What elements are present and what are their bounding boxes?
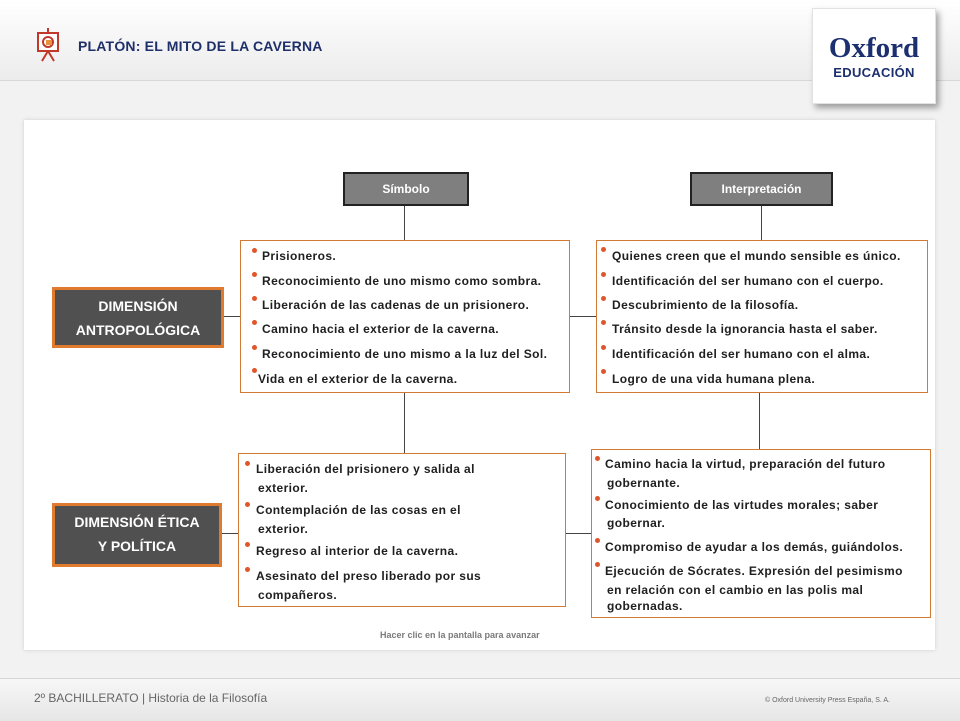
connector-line <box>404 206 405 241</box>
bullet-icon <box>601 296 606 301</box>
course-label: 2º BACHILLERATO | Historia de la Filosofía <box>34 691 268 705</box>
list-item: Contemplación de las cosas en el <box>256 503 461 517</box>
bullet-icon <box>245 502 250 507</box>
list-item: Camino hacia el exterior de la caverna. <box>262 322 500 336</box>
list-item: Regreso al interior de la caverna. <box>256 544 459 558</box>
dimension-label-line1: DIMENSIÓN <box>98 298 178 314</box>
connector-line <box>761 206 762 241</box>
list-item: Ejecución de Sócrates. Expresión del pesimismo <box>605 564 903 578</box>
list-item: Camino hacia la virtud, preparación del futuro <box>605 457 886 471</box>
list-item: Compromiso de ayudar a los demás, guiándolos. <box>605 540 904 554</box>
bullet-icon <box>252 296 257 301</box>
connector-line <box>569 316 596 317</box>
advance-hint: Hacer clic en la pantalla para avanzar <box>380 630 540 640</box>
bullet-icon <box>601 272 606 277</box>
list-item: Logro de una vida humana plena. <box>612 372 816 386</box>
list-item: Reconocimiento de uno mismo a la luz del Sol. <box>262 347 548 361</box>
bullet-icon <box>245 542 250 547</box>
bullet-icon <box>252 368 257 373</box>
connector-line <box>404 393 405 453</box>
list-item: Vida en el exterior de la caverna. <box>258 372 458 386</box>
copyright: © Oxford University Press España, S. A. <box>765 697 890 704</box>
list-item: Liberación del prisionero y salida al <box>256 462 475 476</box>
bullet-icon <box>601 369 606 374</box>
list-item: Quienes creen que el mundo sensible es único. <box>612 249 901 263</box>
bullet-icon <box>595 538 600 543</box>
page-title: PLATÓN: EL MITO DE LA CAVERNA <box>78 38 323 54</box>
connector-line <box>759 393 760 449</box>
connector-line <box>566 533 591 534</box>
list-item: Identificación del ser humano con el alma. <box>612 347 871 361</box>
bullet-icon <box>595 496 600 501</box>
bullet-icon <box>252 272 257 277</box>
logo-subtitle: EDUCACIÓN <box>833 65 915 80</box>
list-item-continuation: gobernadas. <box>607 599 683 613</box>
dimension-antropologica <box>52 287 224 348</box>
presentation-board-icon <box>36 28 60 62</box>
list-item-continuation: gobernar. <box>607 516 666 530</box>
list-item: Descubrimiento de la filosofía. <box>612 298 799 312</box>
bullet-icon <box>601 247 606 252</box>
list-item: Reconocimiento de uno mismo como sombra. <box>262 274 542 288</box>
logo-name: Oxford <box>828 32 920 64</box>
bullet-icon <box>595 562 600 567</box>
bullet-icon <box>595 456 600 461</box>
bullet-icon <box>252 345 257 350</box>
dimension-label-line2: Y POLÍTICA <box>97 538 177 554</box>
dimension-etica-politica <box>52 503 222 567</box>
oxford-logo <box>812 8 936 104</box>
connector-line <box>224 316 240 317</box>
list-item: Identificación del ser humano con el cuerpo. <box>612 274 884 288</box>
list-item: Conocimiento de las virtudes morales; saber <box>605 498 879 512</box>
bullet-icon <box>601 345 606 350</box>
list-item-continuation: gobernante. <box>607 476 681 490</box>
bullet-icon <box>245 461 250 466</box>
dimension-label-line2: ANTROPOLÓGICA <box>75 322 201 338</box>
list-item: Asesinato del preso liberado por sus <box>256 569 482 583</box>
bullet-icon <box>252 248 257 253</box>
list-item: Tránsito desde la ignorancia hasta el saber. <box>612 322 878 336</box>
dimension-label-line1: DIMENSIÓN ÉTICA <box>74 514 200 530</box>
column-header-interpretacion: Interpretación <box>690 172 833 206</box>
list-item-continuation: exterior. <box>258 522 309 536</box>
bullet-icon <box>245 567 250 572</box>
list-item: Prisioneros. <box>262 249 337 263</box>
bullet-icon <box>601 320 606 325</box>
bullet-icon <box>252 320 257 325</box>
list-item: Liberación de las cadenas de un prisionero. <box>262 298 530 312</box>
column-header-simbolo: Símbolo <box>343 172 469 206</box>
list-item-continuation: compañeros. <box>258 588 338 602</box>
list-item-continuation: en relación con el cambio en las polis mal <box>607 583 864 597</box>
list-item-continuation: exterior. <box>258 481 309 495</box>
